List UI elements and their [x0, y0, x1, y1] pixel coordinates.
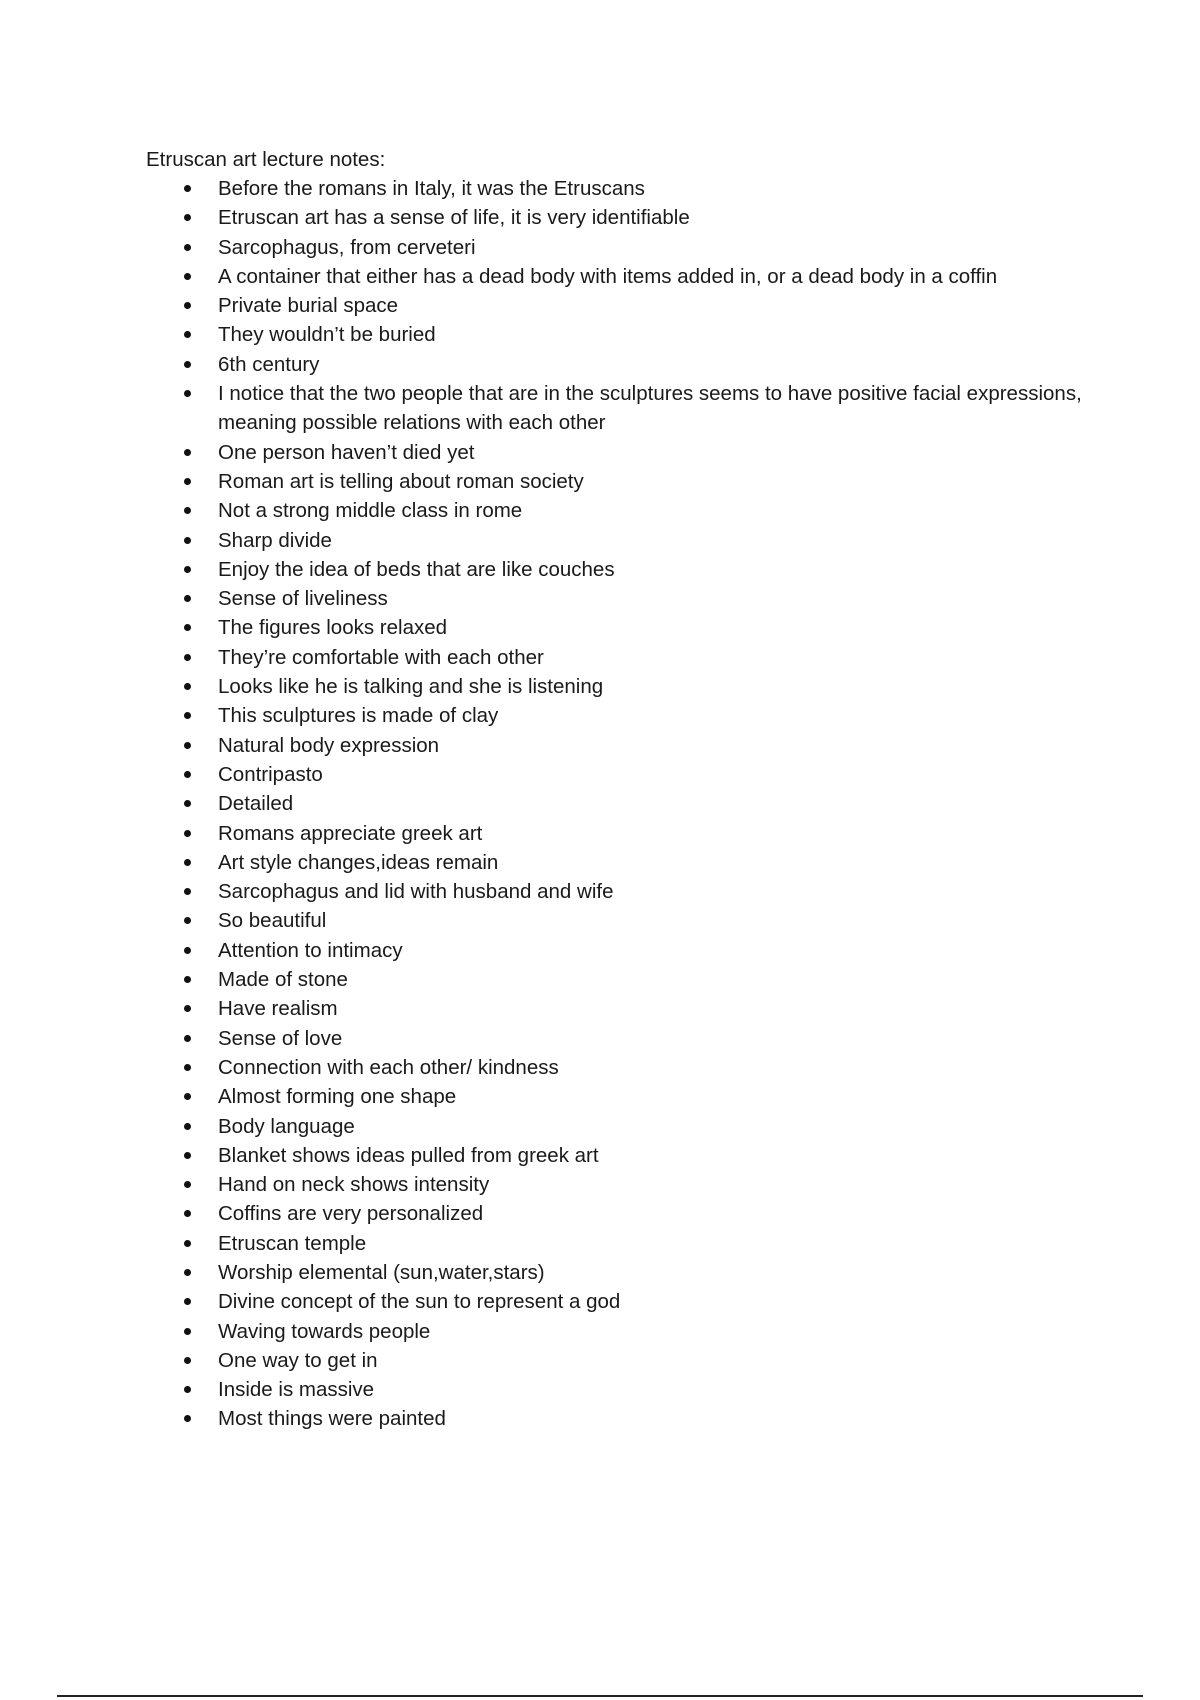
bullet-icon	[184, 566, 191, 573]
list-item-text: Not a strong middle class in rome	[218, 499, 523, 523]
bullet-icon	[184, 1152, 191, 1159]
bullet-icon	[184, 214, 191, 221]
bullet-icon	[184, 1210, 191, 1217]
bullet-icon	[184, 1298, 191, 1305]
list-item	[146, 350, 1086, 379]
bullet-icon	[184, 917, 191, 924]
list-item-text: One person haven’t died yet	[218, 440, 475, 464]
list-item	[146, 877, 1086, 906]
list-item-text: So beautiful	[218, 909, 327, 933]
bullet-icon	[184, 1005, 191, 1012]
bullet-icon	[184, 1035, 191, 1042]
list-item	[146, 994, 1086, 1023]
list-item-text: Sharp divide	[218, 528, 332, 552]
list-item-text: Inside is massive	[218, 1378, 375, 1402]
list-item	[146, 1024, 1086, 1053]
list-item-text: Etruscan art has a sense of life, it is very identifiable	[218, 206, 690, 230]
lecture-notes-list	[146, 174, 1086, 1434]
list-item-text: 6th century	[218, 352, 320, 376]
list-item-text: Body language	[218, 1114, 355, 1138]
list-item-text: Sarcophagus, from cerveteri	[218, 235, 476, 259]
bullet-icon	[184, 1357, 191, 1364]
bullet-icon	[184, 361, 191, 368]
bullet-icon	[184, 654, 191, 661]
bullet-icon	[184, 771, 191, 778]
list-item-text: Sarcophagus and lid with husband and wife	[218, 880, 614, 904]
list-item-text: Etruscan temple	[218, 1231, 367, 1255]
list-item-text: Contripasto	[218, 762, 323, 786]
list-item	[146, 291, 1086, 320]
list-item	[146, 1229, 1086, 1258]
list-item	[146, 1287, 1086, 1316]
list-item	[146, 1053, 1086, 1082]
list-item-text: Private burial space	[218, 294, 399, 318]
list-item	[146, 203, 1086, 232]
list-item	[146, 848, 1086, 877]
list-item	[146, 936, 1086, 965]
list-item-text: I notice that the two people that are in the sculptures seems to have positive facial expressions, meaning possible relations with each other	[218, 382, 1082, 435]
list-item	[146, 1170, 1086, 1199]
bullet-icon	[184, 244, 191, 251]
list-item	[146, 467, 1086, 496]
list-item-text: This sculptures is made of clay	[218, 704, 499, 728]
bullet-icon	[184, 624, 191, 631]
list-item-text: Enjoy the idea of beds that are like couches	[218, 557, 615, 581]
bullet-icon	[184, 742, 191, 749]
bullet-icon	[184, 273, 191, 280]
list-item-text: Natural body expression	[218, 733, 440, 757]
list-item-text: Romans appreciate greek art	[218, 821, 483, 845]
document-title: Etruscan art lecture notes:	[146, 148, 386, 171]
list-item-text: Attention to intimacy	[218, 938, 403, 962]
bullet-icon	[184, 947, 191, 954]
list-item	[146, 174, 1086, 203]
list-item-text: Connection with each other/ kindness	[218, 1055, 559, 1079]
list-item	[146, 731, 1086, 760]
list-item	[146, 965, 1086, 994]
bullet-icon	[184, 1328, 191, 1335]
list-item-text: Almost forming one shape	[218, 1085, 457, 1109]
bullet-icon	[184, 595, 191, 602]
bullet-icon	[184, 1064, 191, 1071]
list-item-text: They wouldn’t be buried	[218, 323, 436, 347]
bullet-icon	[184, 185, 191, 192]
list-item	[146, 789, 1086, 818]
list-item-text: Looks like he is talking and she is listening	[218, 675, 604, 699]
bullet-icon	[184, 800, 191, 807]
bullet-icon	[184, 449, 191, 456]
bullet-icon	[184, 712, 191, 719]
bullet-icon	[184, 302, 191, 309]
list-item-text: Have realism	[218, 997, 338, 1021]
bullet-icon	[184, 1269, 191, 1276]
bullet-icon	[184, 683, 191, 690]
list-item-text: Sense of liveliness	[218, 587, 388, 611]
list-item-text: Waving towards people	[218, 1319, 431, 1343]
list-item-text: Most things were painted	[218, 1407, 446, 1431]
list-item	[146, 1112, 1086, 1141]
list-item	[146, 1199, 1086, 1228]
list-item	[146, 555, 1086, 584]
list-item	[146, 613, 1086, 642]
list-item-text: Coffins are very personalized	[218, 1202, 484, 1226]
list-item	[146, 438, 1086, 467]
list-item	[146, 1375, 1086, 1404]
list-item-text: Detailed	[218, 792, 294, 816]
list-item	[146, 233, 1086, 262]
bullet-icon	[184, 1093, 191, 1100]
list-item	[146, 906, 1086, 935]
list-item-text: Hand on neck shows intensity	[218, 1173, 490, 1197]
bullet-icon	[184, 331, 191, 338]
list-item	[146, 1082, 1086, 1111]
list-item	[146, 701, 1086, 730]
bullet-icon	[184, 830, 191, 837]
bullet-icon	[184, 859, 191, 866]
bullet-icon	[184, 888, 191, 895]
list-item-text: Worship elemental (sun,water,stars)	[218, 1260, 545, 1284]
list-item	[146, 1317, 1086, 1346]
list-item	[146, 1404, 1086, 1433]
list-item	[146, 1346, 1086, 1375]
bullet-icon	[184, 478, 191, 485]
bullet-icon	[184, 1386, 191, 1393]
bullet-icon	[184, 537, 191, 544]
list-item	[146, 1258, 1086, 1287]
list-item-text: The figures looks relaxed	[218, 616, 448, 640]
list-item-text: Before the romans in Italy, it was the Etruscans	[218, 177, 645, 200]
list-item-text: Divine concept of the sun to represent a god	[218, 1290, 621, 1314]
list-item	[146, 819, 1086, 848]
list-item	[146, 320, 1086, 349]
bullet-icon	[184, 976, 191, 983]
bullet-icon	[184, 1181, 191, 1188]
list-item-text: They’re comfortable with each other	[218, 645, 544, 669]
bullet-icon	[184, 1240, 191, 1247]
list-item	[146, 584, 1086, 613]
list-item-text: Art style changes,ideas remain	[218, 850, 499, 874]
list-item-text: One way to get in	[218, 1348, 378, 1372]
list-item	[146, 643, 1086, 672]
list-item	[146, 760, 1086, 789]
page-bottom-rule	[57, 1695, 1143, 1697]
bullet-icon	[184, 507, 191, 514]
list-item	[146, 1141, 1086, 1170]
list-item-text: Blanket shows ideas pulled from greek art	[218, 1143, 599, 1167]
list-item	[146, 526, 1086, 555]
list-item	[146, 262, 1086, 291]
list-item	[146, 496, 1086, 525]
list-item-text: Made of stone	[218, 968, 348, 992]
bullet-icon	[184, 390, 191, 397]
list-item	[146, 379, 1086, 438]
list-item-text: Roman art is telling about roman society	[218, 469, 584, 493]
list-item-text: A container that either has a dead body with items added in, or a dead body in a coffin	[218, 264, 998, 288]
list-item-text: Sense of love	[218, 1026, 343, 1050]
list-item	[146, 672, 1086, 701]
bullet-icon	[184, 1415, 191, 1422]
bullet-icon	[184, 1123, 191, 1130]
